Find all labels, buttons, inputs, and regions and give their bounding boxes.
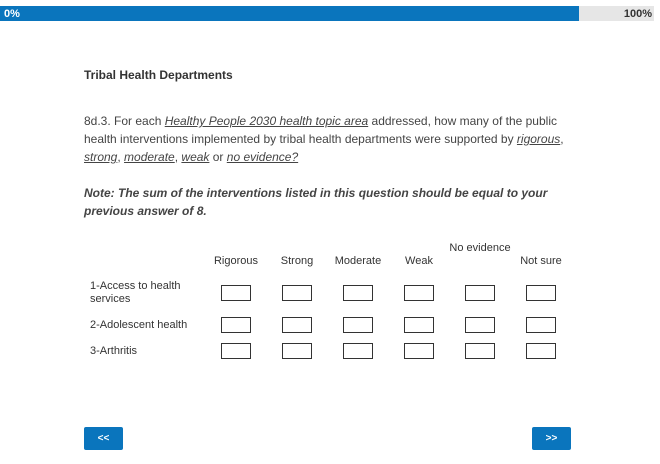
- section-title: Tribal Health Departments: [84, 68, 233, 82]
- row-label-access: 1-Access to health services: [90, 280, 181, 305]
- progress-start-label: 0%: [4, 8, 20, 20]
- input-access-strong[interactable]: [282, 285, 312, 301]
- question-middle: addressed, how many of the public health interventions implemented by tribal health departments were supported by: [84, 114, 557, 146]
- rigorous-link[interactable]: rigorous: [516, 132, 561, 146]
- progress-fill: [0, 6, 579, 21]
- topic-area-link[interactable]: Healthy People 2030 health topic area: [164, 114, 369, 128]
- input-access-weak[interactable]: [404, 285, 434, 301]
- input-arthritis-not-sure[interactable]: [526, 343, 556, 359]
- weak-link[interactable]: weak: [181, 150, 210, 164]
- input-adolescent-moderate[interactable]: [343, 317, 373, 333]
- input-arthritis-no-evidence[interactable]: [465, 343, 495, 359]
- question-prefix: 8d.3. For each: [84, 114, 165, 128]
- progress-end-label: 100%: [623, 8, 652, 20]
- input-adolescent-no-evidence[interactable]: [465, 317, 495, 333]
- input-arthritis-moderate[interactable]: [343, 343, 373, 359]
- input-arthritis-strong[interactable]: [282, 343, 312, 359]
- col-header-not-sure: Not sure: [520, 255, 562, 267]
- comma-separator: ,: [560, 132, 564, 146]
- col-header-strong: Strong: [280, 255, 314, 267]
- strong-link[interactable]: strong: [84, 150, 118, 164]
- moderate-link[interactable]: moderate: [124, 150, 175, 164]
- next-button[interactable]: >>: [532, 427, 571, 450]
- comma-separator: ,: [117, 150, 125, 164]
- progress-bar: [0, 6, 654, 21]
- col-header-moderate: Moderate: [334, 255, 382, 267]
- no-evidence-link[interactable]: no evidence?: [226, 150, 299, 164]
- input-adolescent-strong[interactable]: [282, 317, 312, 333]
- input-arthritis-rigorous[interactable]: [221, 343, 251, 359]
- row-label-adolescent: 2-Adolescent health: [90, 319, 188, 331]
- input-adolescent-rigorous[interactable]: [221, 317, 251, 333]
- comma-separator: ,: [174, 150, 182, 164]
- col-header-no-evidence: No evidence: [449, 242, 511, 254]
- input-access-no-evidence[interactable]: [465, 285, 495, 301]
- col-header-rigorous: Rigorous: [213, 255, 259, 267]
- input-adolescent-not-sure[interactable]: [526, 317, 556, 333]
- col-header-weak: Weak: [405, 255, 433, 267]
- note-text: Note: The sum of the interventions listed in this question should be equal to your previous answer of 8.: [84, 186, 548, 218]
- input-access-not-sure[interactable]: [526, 285, 556, 301]
- input-adolescent-weak[interactable]: [404, 317, 434, 333]
- question-text: [84, 112, 574, 166]
- previous-button[interactable]: <<: [84, 427, 123, 450]
- input-access-moderate[interactable]: [343, 285, 373, 301]
- input-access-rigorous[interactable]: [221, 285, 251, 301]
- or-text: or: [209, 150, 227, 164]
- input-arthritis-weak[interactable]: [404, 343, 434, 359]
- row-label-arthritis: 3-Arthritis: [90, 345, 138, 357]
